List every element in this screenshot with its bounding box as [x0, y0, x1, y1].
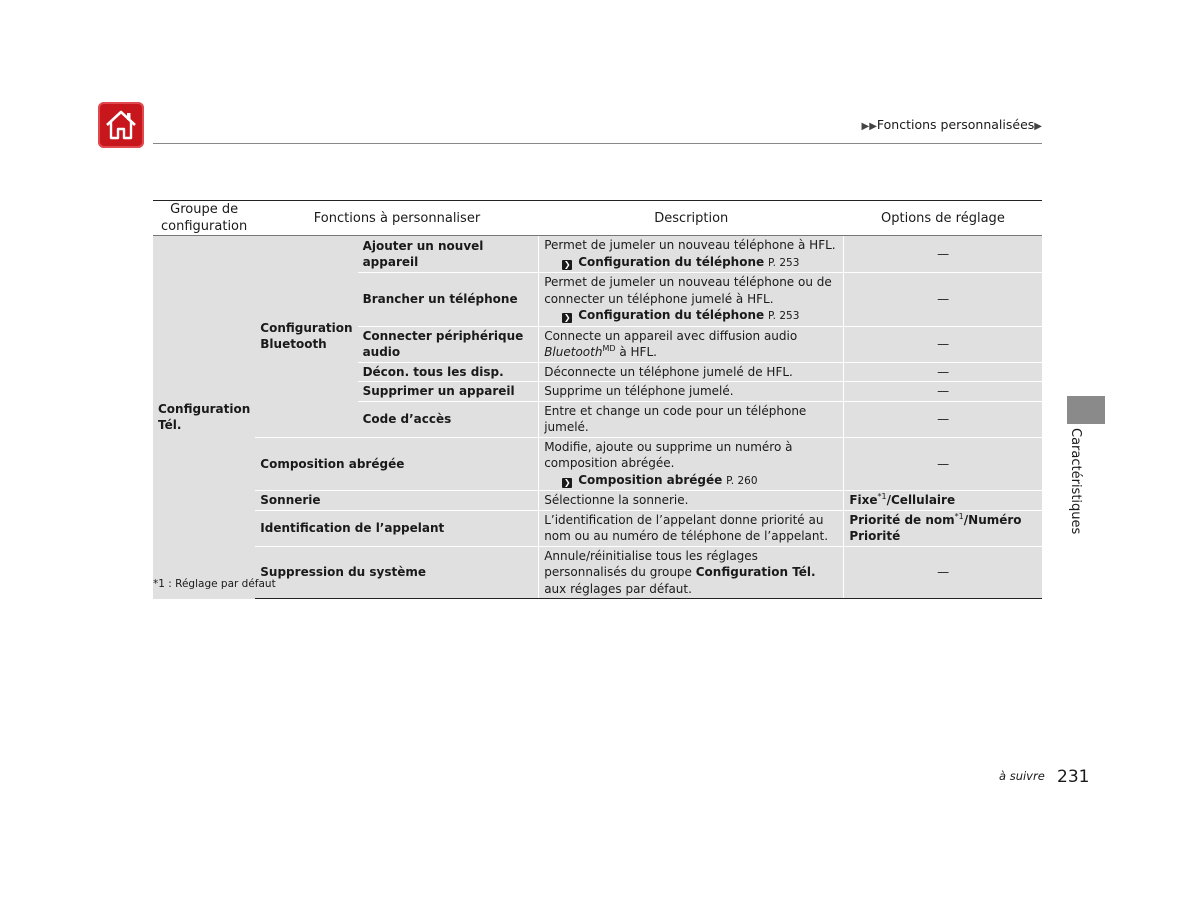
description-text-end: à HFL.	[615, 345, 657, 359]
option-cell	[844, 510, 1042, 546]
footnote: *1 : Réglage par défaut	[153, 578, 276, 590]
description-italic: Bluetooth	[544, 345, 603, 359]
breadcrumb-arrows-icon: ▶▶	[861, 121, 877, 132]
description-cell: Déconnecte un téléphone jumelé de HFL.	[539, 362, 844, 382]
description-cell	[539, 546, 844, 599]
function-label: Décon. tous les disp.	[358, 362, 539, 382]
option-cell: —	[844, 362, 1042, 382]
description-cell: Sélectionne la sonnerie.	[539, 491, 844, 511]
function-label: Suppression du système	[255, 546, 538, 599]
function-label: Brancher un téléphone	[358, 273, 539, 327]
trademark-mark: MD	[602, 344, 616, 353]
chapter-label: Caractéristiques	[1068, 428, 1083, 535]
description-cell	[539, 437, 844, 491]
option-cell: —	[844, 273, 1042, 327]
reference-arrow-icon: ❯	[563, 313, 571, 322]
option-alternative: /Numéro Priorité	[849, 512, 1022, 543]
reference-page: P. 260	[726, 474, 758, 487]
description-text: Permet de jumeler un nouveau téléphone ou de connecter un téléphone jumelé à HFL.	[544, 275, 832, 306]
description-cell: L’identification de l’appelant donne priorité au nom ou au numéro de téléphone de l’appelant.	[539, 510, 844, 546]
option-cell: —	[844, 546, 1042, 599]
breadcrumb-label: Fonctions personnalisées	[876, 117, 1035, 132]
description-text: Connecte un appareil avec diffusion audio	[544, 328, 798, 343]
function-label: Code d’accès	[358, 401, 539, 437]
reference-page: P. 253	[767, 310, 800, 322]
table-row	[153, 437, 1042, 491]
description-cell	[539, 273, 844, 327]
footnote-marker: *1	[954, 511, 964, 521]
col-header-functions: Fonctions à personnaliser	[255, 201, 538, 236]
reference-page: P. 253	[767, 256, 800, 269]
option-cell: —	[844, 326, 1042, 362]
option-cell: —	[844, 401, 1042, 437]
reference-arrow-icon: ❯	[563, 259, 571, 269]
reference-title: Composition abrégée	[578, 472, 723, 487]
description-text: Annule/réinitialise tous les réglages personnalisés du groupe	[544, 548, 758, 579]
description-cell: Supprime un téléphone jumelé.	[539, 382, 844, 402]
col-header-description: Description	[539, 201, 844, 236]
option-cell: —	[844, 236, 1042, 273]
page-reference[interactable]	[544, 307, 838, 325]
home-icon	[104, 109, 138, 141]
function-label: Connecter périphérique audio	[358, 326, 539, 362]
table-header-row	[153, 201, 1042, 236]
description-cell: Entre et change un code pour un téléphone jumelé.	[539, 401, 844, 437]
description-bold: Configuration Tél.	[695, 565, 816, 579]
option-default: Priorité de nom	[849, 512, 955, 527]
option-cell	[844, 491, 1042, 511]
description-cell	[539, 236, 844, 273]
function-label: Supprimer un appareil	[358, 382, 539, 402]
table-row	[153, 546, 1042, 599]
reference-title: Configuration du téléphone	[578, 308, 765, 322]
page-reference[interactable]	[544, 472, 838, 490]
settings-table	[153, 200, 1042, 599]
breadcrumb-end-arrow-icon: ▶	[1034, 121, 1042, 132]
reference-arrow-icon: ❯	[563, 477, 571, 487]
table-row	[153, 510, 1042, 546]
group-cell: Configuration Tél.	[153, 236, 255, 599]
bluetooth-group-cell: Configuration Bluetooth	[255, 236, 357, 438]
page-number: 231	[1057, 767, 1090, 787]
option-cell: —	[844, 382, 1042, 402]
col-header-group: Groupe de configuration	[153, 201, 255, 236]
page-reference[interactable]	[544, 254, 838, 272]
chapter-tab[interactable]	[1067, 396, 1105, 424]
function-label: Composition abrégée	[255, 437, 538, 491]
continue-label: à suivre	[999, 769, 1045, 783]
table-row	[153, 236, 1042, 273]
description-text-end: aux réglages par défaut.	[544, 581, 692, 596]
description-text: Permet de jumeler un nouveau téléphone à HFL.	[544, 238, 836, 252]
breadcrumb[interactable]	[862, 117, 1043, 132]
col-header-options: Options de réglage	[844, 201, 1042, 236]
table-row	[153, 491, 1042, 511]
description-cell	[539, 326, 844, 362]
description-text: Modifie, ajoute ou supprime un numéro à composition abrégée.	[544, 439, 793, 470]
option-default: Fixe	[849, 493, 878, 507]
header-divider	[153, 143, 1042, 144]
function-label: Ajouter un nouvel appareil	[358, 236, 539, 273]
option-alternative: /Cellulaire	[886, 493, 956, 507]
option-cell: —	[844, 437, 1042, 491]
reference-title: Configuration du téléphone	[578, 254, 765, 269]
function-label: Sonnerie	[255, 491, 538, 511]
function-label: Identification de l’appelant	[255, 510, 538, 546]
home-button[interactable]	[98, 102, 144, 148]
footnote-marker: *1	[877, 492, 887, 501]
